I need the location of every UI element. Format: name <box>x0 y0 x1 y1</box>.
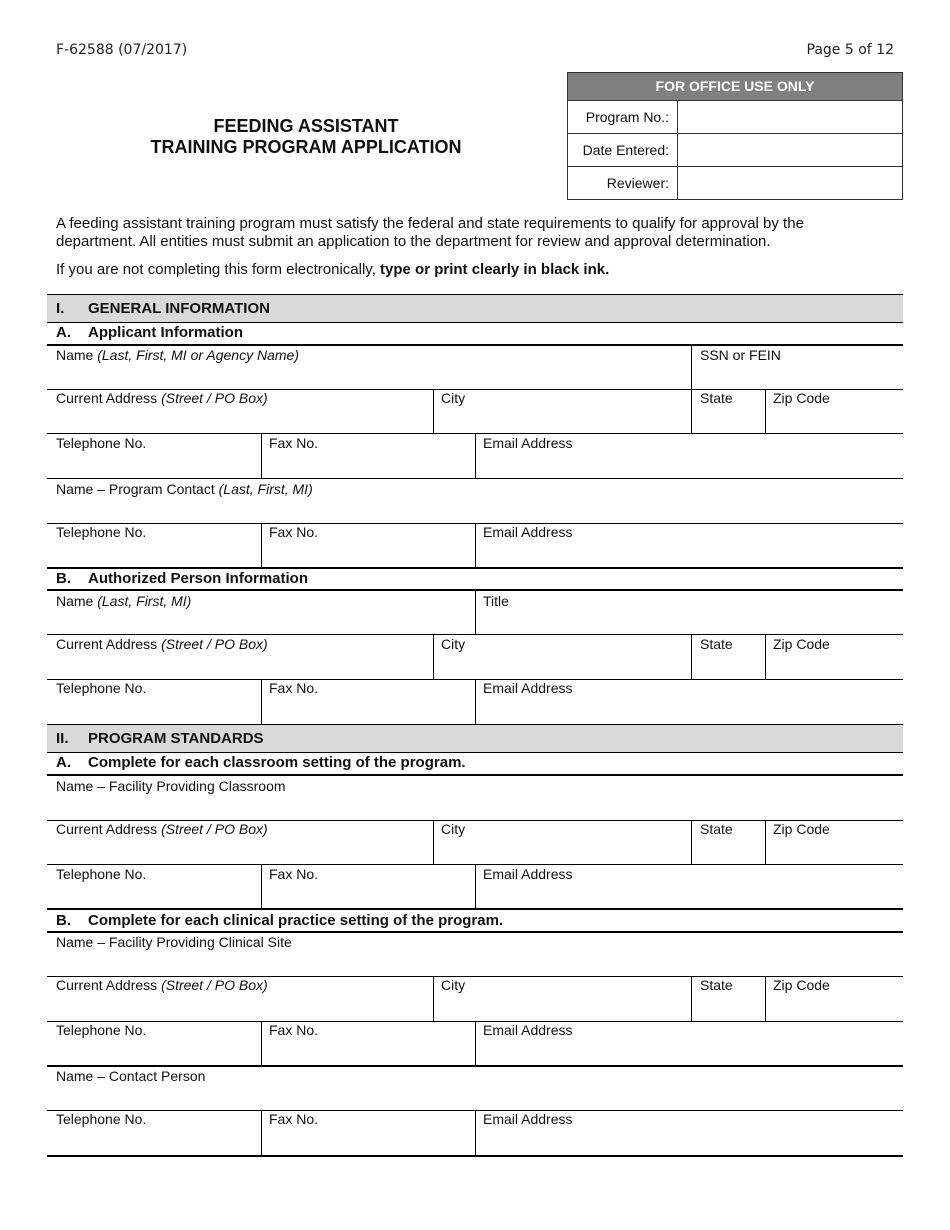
form-title-line2: TRAINING PROGRAM APPLICATION <box>150 137 462 157</box>
classroom-facility-label: Name – Facility Providing Classroom <box>56 778 286 794</box>
zip-label: Zip Code <box>773 977 830 993</box>
telephone-label: Telephone No. <box>56 524 147 540</box>
date-entered-field[interactable] <box>678 134 902 166</box>
telephone-label: Telephone No. <box>56 1022 147 1038</box>
office-row-date-entered <box>568 133 902 166</box>
office-use-heading: FOR OFFICE USE ONLY <box>568 73 902 100</box>
section-program-standards <box>47 724 903 753</box>
clinical-facility-label: Name – Facility Providing Clinical Site <box>56 934 292 950</box>
label-hint: (Street / PO Box) <box>161 390 268 406</box>
form-title-line1: FEEDING ASSISTANT <box>213 116 399 136</box>
subsection-letter: A. <box>56 324 71 341</box>
label-text: Current Address <box>56 390 162 406</box>
city-label: City <box>441 636 466 652</box>
fax-label: Fax No. <box>269 1111 319 1127</box>
subsection-title: Complete for each classroom setting of the program. <box>88 754 466 771</box>
state-label: State <box>700 636 733 652</box>
telephone-label: Telephone No. <box>56 1111 147 1127</box>
form-id: F-62588 (07/2017) <box>56 42 188 58</box>
office-row-program-no <box>568 100 902 133</box>
office-use-box <box>567 72 903 200</box>
address-label <box>56 977 268 993</box>
state-label: State <box>700 821 733 837</box>
authorized-name-label <box>56 593 191 609</box>
reviewer-field[interactable] <box>678 167 902 199</box>
subsection-title: Authorized Person Information <box>88 570 309 587</box>
telephone-label: Telephone No. <box>56 866 147 882</box>
subsection-title: Complete for each clinical practice setting of the program. <box>88 912 504 929</box>
label-text: Current Address <box>56 977 162 993</box>
email-label: Email Address <box>483 1111 573 1127</box>
ssn-fein-label: SSN or FEIN <box>700 347 781 363</box>
subsection-title: Applicant Information <box>88 324 243 341</box>
label-hint: (Last, First, MI or Agency Name) <box>97 347 299 363</box>
contact-person-label: Name – Contact Person <box>56 1068 206 1084</box>
label-text: Name <box>56 347 98 363</box>
address-label <box>56 821 268 837</box>
subsection-letter: B. <box>56 912 71 929</box>
email-label: Email Address <box>483 680 573 696</box>
page-number: Page 5 of 12 <box>806 42 894 58</box>
instruction-text: If you are not completing this form electronically, <box>56 261 381 278</box>
state-label: State <box>700 977 733 993</box>
label-hint: (Street / PO Box) <box>161 636 268 652</box>
program-no-field[interactable] <box>678 101 902 133</box>
instruction-paragraph <box>56 261 856 279</box>
email-label: Email Address <box>483 866 573 882</box>
label-hint: (Last, First, MI) <box>218 481 313 497</box>
label-text: Name <box>56 593 98 609</box>
label-hint: (Last, First, MI) <box>97 593 192 609</box>
applicant-name-label <box>56 347 299 363</box>
program-contact-label <box>56 481 313 497</box>
zip-label: Zip Code <box>773 636 830 652</box>
label-hint: (Street / PO Box) <box>161 977 268 993</box>
fax-label: Fax No. <box>269 1022 319 1038</box>
fax-label: Fax No. <box>269 680 319 696</box>
label-hint: (Street / PO Box) <box>161 821 268 837</box>
zip-label: Zip Code <box>773 821 830 837</box>
authorized-title-field[interactable] <box>475 590 903 634</box>
subsection-letter: B. <box>56 570 71 587</box>
fax-label: Fax No. <box>269 435 319 451</box>
classroom-city-field[interactable] <box>433 820 691 864</box>
subsection-authorized-person <box>47 567 903 591</box>
email-label: Email Address <box>483 1022 573 1038</box>
office-row-reviewer <box>568 166 902 199</box>
date-entered-label: Date Entered: <box>568 134 678 166</box>
email-label: Email Address <box>483 524 573 540</box>
title-label: Title <box>483 593 509 609</box>
label-text: Current Address <box>56 821 162 837</box>
subsection-clinical-setting <box>47 908 903 933</box>
address-label <box>56 636 268 652</box>
email-label: Email Address <box>483 435 573 451</box>
zip-label: Zip Code <box>773 390 830 406</box>
fax-label: Fax No. <box>269 866 319 882</box>
program-no-label: Program No.: <box>568 101 678 133</box>
section-number: II. <box>56 730 69 747</box>
city-label: City <box>441 390 466 406</box>
telephone-label: Telephone No. <box>56 680 147 696</box>
fax-label: Fax No. <box>269 524 319 540</box>
city-label: City <box>441 977 466 993</box>
reviewer-label: Reviewer: <box>568 167 678 199</box>
applicant-city-field[interactable] <box>433 389 691 433</box>
clinical-city-field[interactable] <box>433 976 691 1021</box>
section-number: I. <box>56 300 65 317</box>
authorized-city-field[interactable] <box>433 634 691 679</box>
state-label: State <box>700 390 733 406</box>
section-title: PROGRAM STANDARDS <box>88 730 264 747</box>
subsection-letter: A. <box>56 754 71 771</box>
label-text: Name – Program Contact <box>56 481 219 497</box>
subsection-applicant-information <box>47 323 903 346</box>
city-label: City <box>441 821 466 837</box>
label-text: Current Address <box>56 636 162 652</box>
section-title: GENERAL INFORMATION <box>88 300 270 317</box>
instruction-emphasis: type or print clearly in black ink. <box>380 261 610 278</box>
section-general-information <box>47 294 903 323</box>
intro-paragraph: A feeding assistant training program must satisfy the federal and state requirements to qualify for approval by the department. All entities must submit an application to the department for review and approval determination. <box>56 215 804 250</box>
subsection-classroom-setting <box>47 753 903 776</box>
form-title <box>56 116 556 158</box>
form-bottom-line <box>47 1155 903 1157</box>
telephone-label: Telephone No. <box>56 435 147 451</box>
address-label <box>56 390 268 406</box>
